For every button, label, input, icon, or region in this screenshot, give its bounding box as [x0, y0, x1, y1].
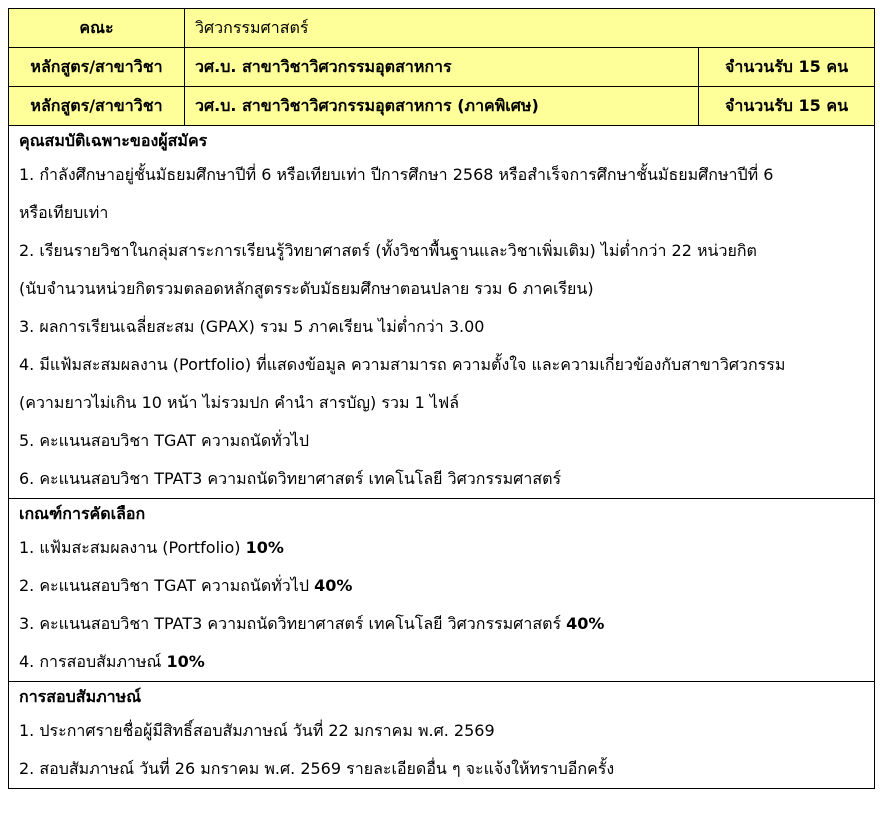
criteria-item: [19, 605, 864, 643]
criteria-text: 2. คะแนนสอบวิชา TGAT ความถนัดทั่วไป: [19, 576, 315, 595]
faculty-value: วิศวกรรมศาสตร์: [185, 9, 875, 48]
interview-section: [9, 682, 875, 789]
interview-title: การสอบสัมภาษณ์: [19, 687, 142, 706]
criteria-percent: 40%: [566, 614, 605, 633]
qualifications-row: [9, 126, 875, 499]
criteria-item: [19, 529, 864, 567]
criteria-title: เกณฑ์การคัดเลือก: [19, 504, 146, 523]
criteria-section: [9, 499, 875, 682]
qualification-line: 1. กำลังศึกษาอยู่ชั้นมัธยมศึกษาปีที่ 6 หรือเทียบเท่า ปีการศึกษา 2568 หรือสำเร็จการศึกษาชั้นมัธยมศึกษาปีที่ 6: [19, 165, 774, 184]
qualification-line: หรือเทียบเท่า: [19, 203, 109, 222]
program-quota: จำนวนรับ 15 คน: [699, 48, 875, 87]
program-name: วศ.บ. สาขาวิชาวิศวกรรมอุตสาหการ (ภาคพิเศษ): [185, 87, 699, 126]
qualifications-title: คุณสมบัติเฉพาะของผู้สมัคร: [19, 131, 208, 150]
interview-line: 1. ประกาศรายชื่อผู้มีสิทธิ์สอบสัมภาษณ์ วันที่ 22 มกราคม พ.ศ. 2569: [19, 721, 495, 740]
qualifications-section: [9, 126, 875, 499]
criteria-percent: 40%: [314, 576, 353, 595]
program-row: [9, 48, 875, 87]
program-label: หลักสูตร/สาขาวิชา: [9, 48, 185, 87]
faculty-row: [9, 9, 875, 48]
qualification-line: 4. มีแฟ้มสะสมผลงาน (Portfolio) ที่แสดงข้อมูล ความสามารถ ความตั้งใจ และความเกี่ยวข้องกับสาขาวิศวกรรม: [19, 355, 786, 374]
criteria-percent: 10%: [166, 652, 205, 671]
criteria-percent: 10%: [245, 538, 284, 557]
criteria-row: [9, 499, 875, 682]
program-name: วศ.บ. สาขาวิชาวิศวกรรมอุตสาหการ: [185, 48, 699, 87]
qualification-line: (ความยาวไม่เกิน 10 หน้า ไม่รวมปก คำนำ สารบัญ) รวม 1 ไฟล์: [19, 393, 460, 412]
program-row: [9, 87, 875, 126]
qualification-line: 6. คะแนนสอบวิชา TPAT3 ความถนัดวิทยาศาสตร์ เทคโนโลยี วิศวกรรมศาสตร์: [19, 469, 562, 488]
criteria-text: 1. แฟ้มสะสมผลงาน (Portfolio): [19, 538, 246, 557]
interview-line: 2. สอบสัมภาษณ์ วันที่ 26 มกราคม พ.ศ. 2569 รายละเอียดอื่น ๆ จะแจ้งให้ทราบอีกครั้ง: [19, 759, 615, 778]
program-label: หลักสูตร/สาขาวิชา: [9, 87, 185, 126]
admission-table: [8, 8, 875, 789]
qualification-line: 3. ผลการเรียนเฉลี่ยสะสม (GPAX) รวม 5 ภาคเรียน ไม่ต่ำกว่า 3.00: [19, 317, 485, 336]
qualification-line: 2. เรียนรายวิชาในกลุ่มสาระการเรียนรู้วิทยาศาสตร์ (ทั้งวิชาพื้นฐานและวิชาเพิ่มเติม) ไม่ต่ำกว่า 22 หน่วยกิต: [19, 241, 757, 260]
faculty-label: คณะ: [9, 9, 185, 48]
criteria-text: 4. การสอบสัมภาษณ์: [19, 652, 167, 671]
program-quota: จำนวนรับ 15 คน: [699, 87, 875, 126]
criteria-text: 3. คะแนนสอบวิชา TPAT3 ความถนัดวิทยาศาสตร์ เทคโนโลยี วิศวกรรมศาสตร์: [19, 614, 567, 633]
criteria-item: [19, 643, 864, 681]
interview-row: [9, 682, 875, 789]
qualification-line: 5. คะแนนสอบวิชา TGAT ความถนัดทั่วไป: [19, 431, 309, 450]
qualification-line: (นับจำนวนหน่วยกิตรวมตลอดหลักสูตรระดับมัธยมศึกษาตอนปลาย รวม 6 ภาคเรียน): [19, 279, 594, 298]
criteria-item: [19, 567, 864, 605]
